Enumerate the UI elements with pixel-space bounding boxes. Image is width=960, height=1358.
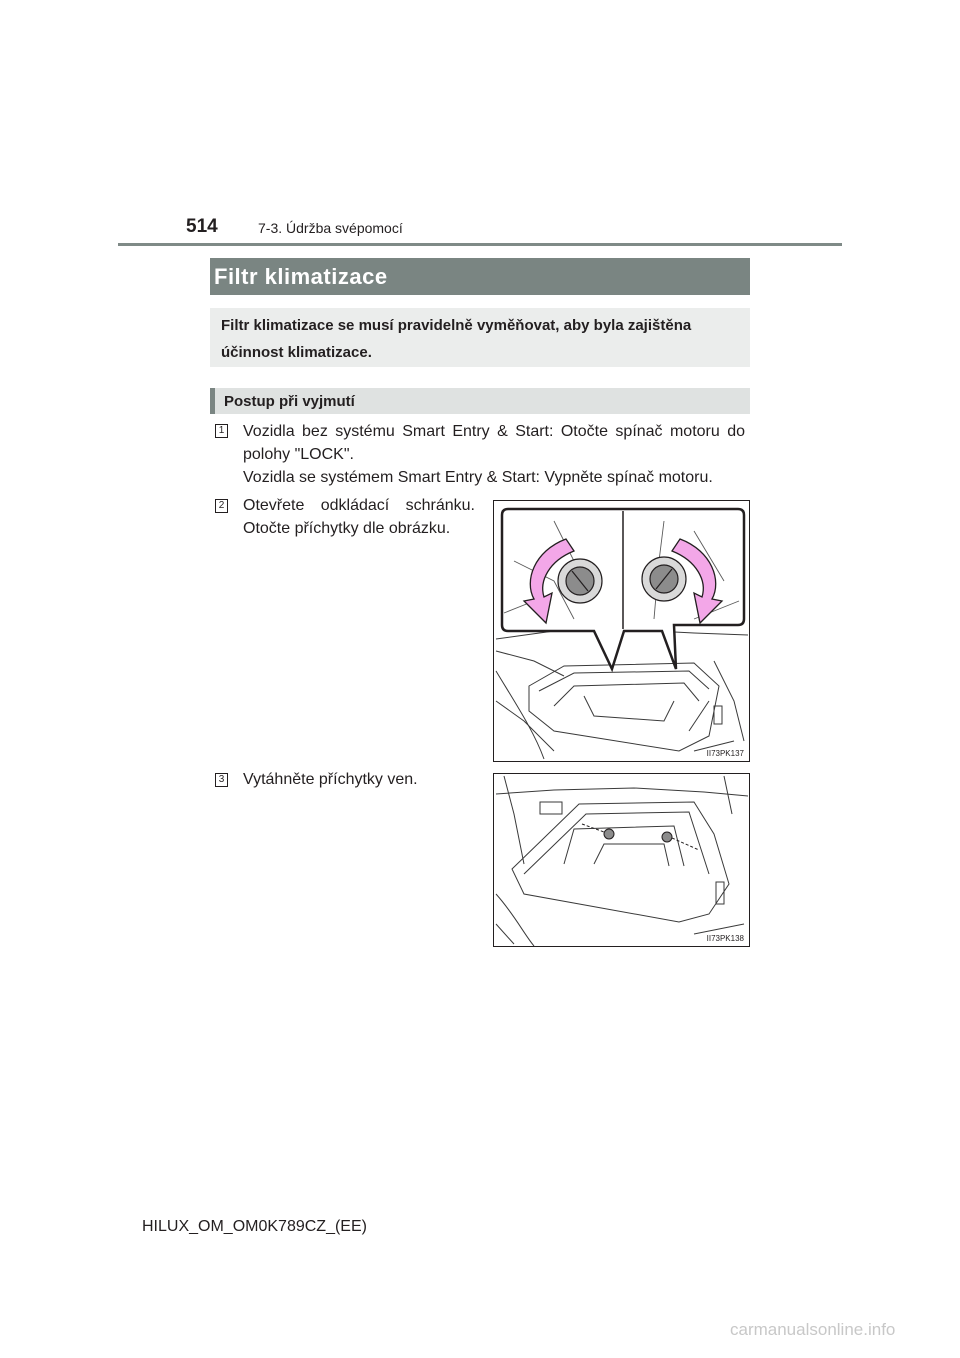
figure-glovebox-clips — [493, 500, 750, 762]
page-number: 514 — [186, 216, 218, 237]
intro-text: Filtr klimatizace se musí pravidelně vyměňovat, aby byla zajištěna účinnost klimatizace. — [221, 317, 692, 361]
step-number-3: 3 — [215, 773, 228, 787]
header-rule — [118, 243, 842, 246]
intro-box — [210, 308, 750, 367]
figure-remove-clips — [493, 773, 750, 947]
step-number-1: 1 — [215, 424, 228, 438]
remove-clips-illustration — [494, 774, 749, 946]
figure-code-1: II73PK137 — [706, 749, 744, 758]
figure-code-2: II73PK138 — [706, 934, 744, 943]
step-1-line-2: polohy "LOCK". — [243, 446, 354, 463]
step-1-line-3: Vozidla se systémem Smart Entry & Start: Vypněte spínač motoru. — [243, 469, 713, 486]
watermark: carmanualsonline.info — [730, 1320, 896, 1339]
page-title — [210, 258, 750, 295]
glovebox-clips-illustration — [494, 501, 749, 761]
step-number-2: 2 — [215, 499, 228, 513]
page-title-text: Filtr klimatizace — [214, 263, 388, 289]
section-label: 7-3. Údržba svépomocí — [258, 220, 403, 236]
subheading — [210, 388, 750, 414]
step-2-line-1: Otevřete odkládací schránku. — [243, 497, 475, 514]
footer-document-id: HILUX_OM_OM0K789CZ_(EE) — [142, 1218, 367, 1235]
step-1-line-1: Vozidla bez systému Smart Entry & Start: Otočte spínač motoru do — [243, 423, 745, 440]
subheading-text: Postup při vyjmutí — [224, 392, 355, 410]
step-2-line-2: Otočte příchytky dle obrázku. — [243, 520, 451, 537]
step-3-line-1: Vytáhněte příchytky ven. — [243, 771, 418, 788]
